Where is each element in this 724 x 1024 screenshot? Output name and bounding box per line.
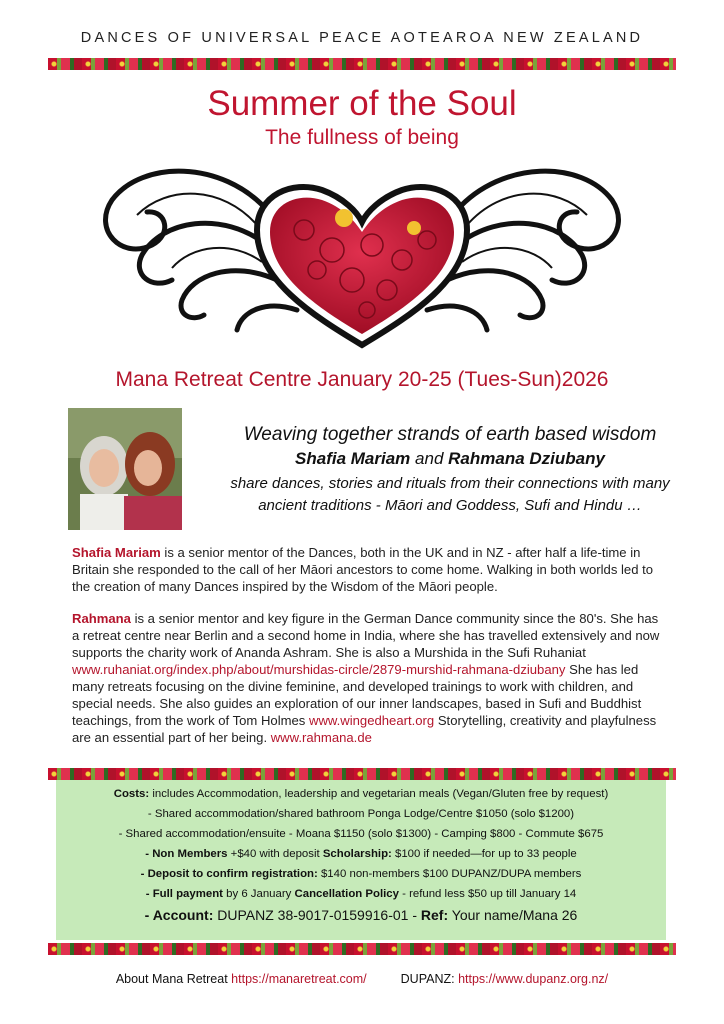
deposit-text: $140 non-members $100 DUPANZ/DUPA members bbox=[317, 868, 582, 880]
shafia-bio-name: Shafia Mariam bbox=[72, 545, 161, 560]
shafia-bio-text: is a senior mentor of the Dances, both in the UK and in NZ - after half a life-time in Britain she responded to the call of her Māori ancestors to come home. Walking in both worlds led to the creation of many Dances inspired by the Wisdom of the Māori people. bbox=[72, 545, 654, 594]
rose-border-bottom bbox=[48, 943, 676, 955]
intro-names bbox=[190, 449, 710, 469]
nonmembers-text: +$40 with deposit bbox=[227, 848, 323, 860]
rose-heart-icon bbox=[82, 150, 642, 350]
name-rahmana: Rahmana Dziubany bbox=[448, 449, 605, 468]
account-label: - Account: bbox=[144, 907, 214, 923]
deposit-label: - Deposit to confirm registration: bbox=[140, 868, 318, 880]
costs-label: Costs: bbox=[113, 788, 150, 800]
costs-ponga: - Shared accommodation/shared bathroom Ponga Lodge/Centre $1050 (solo $1200) bbox=[147, 808, 575, 820]
full-payment-label: - Full payment bbox=[145, 888, 223, 900]
about-label: About Mana Retreat bbox=[115, 972, 232, 986]
wingedheart-link[interactable]: www.wingedheart.org bbox=[309, 713, 435, 728]
nonmembers-label: - Non Members bbox=[145, 848, 228, 860]
costs-deposit bbox=[56, 864, 666, 884]
rose-border-middle bbox=[48, 768, 676, 780]
rahmana-bio-text-3: Storytelling, creativity and playfulness are an essential part of her being. bbox=[72, 713, 657, 745]
costs-intro bbox=[56, 784, 666, 804]
ref-label: Ref: bbox=[420, 907, 449, 923]
rose-border-top bbox=[48, 58, 676, 70]
rahmana-bio-name: Rahmana bbox=[72, 611, 131, 626]
dupanz-label: DUPANZ: bbox=[400, 972, 459, 986]
cancellation-label: Cancellation Policy bbox=[294, 888, 399, 900]
page-title: Summer of the Soul bbox=[207, 84, 517, 123]
account-text: DUPANZ 38-9017-0159916-01 - bbox=[213, 907, 421, 923]
name-shafia: Shafia Mariam bbox=[295, 449, 411, 468]
scholarship-label: Scholarship: bbox=[322, 848, 392, 860]
costs-intro-text: includes Accommodation, leadership and vegetarian meals (Vegan/Gluten free by request) bbox=[149, 788, 609, 800]
footer bbox=[0, 972, 724, 986]
page-subtitle: The fullness of being bbox=[265, 126, 459, 149]
shafia-bio bbox=[72, 544, 662, 595]
rahmana-link[interactable]: www.rahmana.de bbox=[270, 730, 372, 745]
intro-line-2: ancient traditions - Māori and Goddess, Sufi and Hindu … bbox=[258, 497, 642, 514]
ruhaniat-link[interactable]: www.ruhaniat.org/index.php/about/murshidas-circle/2879-murshid-rahmana-dziubany bbox=[72, 662, 566, 677]
costs-moana: - Shared accommodation/ensuite - Moana $1150 (solo $1300) - Camping $800 - Commute $675 bbox=[118, 828, 604, 840]
rahmana-bio bbox=[72, 610, 662, 746]
intro-line-1: share dances, stories and rituals from their connections with many bbox=[230, 475, 670, 492]
venue-dates: Mana Retreat Centre January 20-25 (Tues-Sun)2026 bbox=[115, 368, 609, 391]
two-women-photo-icon bbox=[68, 408, 182, 530]
intro-block bbox=[190, 424, 710, 517]
costs-account bbox=[56, 904, 666, 926]
costs-payment bbox=[56, 884, 666, 904]
names-and: and bbox=[415, 449, 444, 468]
dupanz-link[interactable]: https://www.dupanz.org.nz/ bbox=[458, 972, 609, 986]
mana-retreat-link[interactable]: https://manaretreat.com/ bbox=[231, 972, 367, 986]
cancellation-text: - refund less $50 up till January 14 bbox=[398, 888, 577, 900]
costs-box bbox=[56, 780, 666, 940]
org-header: DANCES OF UNIVERSAL PEACE AOTEAROA NEW ZEALAND bbox=[80, 30, 644, 46]
intro-heading: Weaving together strands of earth based wisdom bbox=[243, 424, 657, 445]
costs-nonmembers bbox=[56, 844, 666, 864]
ref-text: Your name/Mana 26 bbox=[448, 907, 578, 923]
full-payment-text: by 6 January bbox=[222, 888, 295, 900]
rahmana-bio-text-1: is a senior mentor and key figure in the German Dance community since the 80's. She has a retreat centre near Berlin and a second home in India, where she has travelled extensively and now supports the charity work of Ananda Ashram. She is also a Murshida in the Sufi Ruhaniat bbox=[72, 611, 660, 660]
scholarship-text: $100 if needed—for up to 33 people bbox=[391, 848, 577, 860]
rahmana-bio-text-2: She has led many retreats focusing on the divine feminine, and developed trainings to work with children, and special needs. She also guides an exploration of our inner landscapes, based in Sufi and Buddhist teachings, from the work of Tom Holmes bbox=[72, 662, 642, 728]
